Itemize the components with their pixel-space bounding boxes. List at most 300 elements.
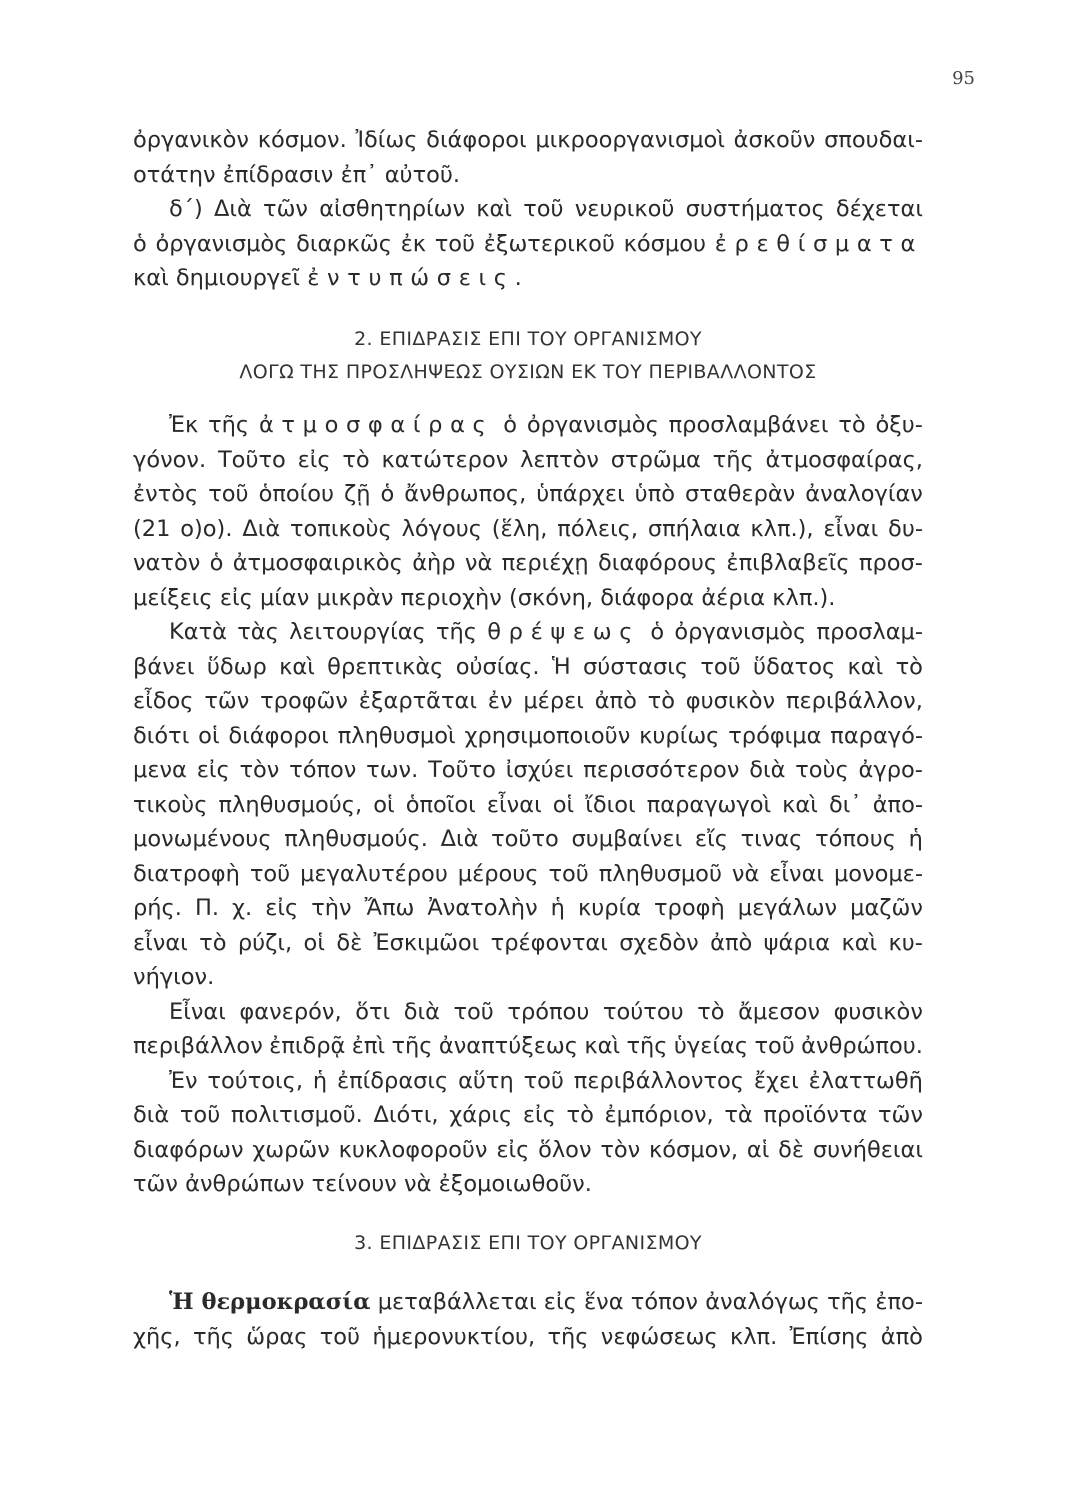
word: τικοὺς <box>133 791 208 818</box>
word: καὶ <box>584 1033 621 1059</box>
word: ἐκ <box>400 230 427 257</box>
word: τοὺς <box>795 757 849 783</box>
word: Διὰ <box>242 515 281 542</box>
word: καὶ <box>841 929 878 956</box>
text-line <box>133 1098 923 1133</box>
word: κυκλοφοροῦν <box>338 1136 488 1163</box>
word: χάρις <box>449 1102 513 1128</box>
word: συνήθειαι <box>812 1136 923 1163</box>
word: τοῦ <box>179 1102 221 1128</box>
word: ψάρια <box>763 929 831 956</box>
text-line <box>133 891 923 926</box>
word: νευρικοῦ <box>574 196 675 222</box>
word: ὀργανισμὸς <box>674 619 807 645</box>
word: κυ- <box>888 929 923 956</box>
word: αἱ <box>746 1136 770 1163</box>
word: εἰς <box>265 895 299 921</box>
heading-line: ΛΟΓΩ ΤΗΣ ΠΡΟΣΛΗΨΕΩΣ ΟΥΣΙΩΝ ΕΚ ΤΟΥ ΠΕΡΙΒΑΛΛΟΝΤΟΣ <box>239 361 817 383</box>
word: τὸ <box>838 412 866 438</box>
word: Π. <box>194 895 220 921</box>
text-line <box>133 719 923 754</box>
word: ἐπίδρασις <box>336 1067 449 1094</box>
word: πολιτισμοῦ. <box>230 1102 363 1128</box>
word: τῶν <box>263 196 309 222</box>
word: αὕτη <box>458 1067 514 1094</box>
word: καὶ <box>133 265 169 291</box>
word: τῆς <box>435 619 477 645</box>
word: ὁ <box>380 481 395 507</box>
word: δέχεται <box>835 196 923 222</box>
word: τῶν <box>878 1102 923 1128</box>
word: πόλεις, <box>557 515 639 542</box>
word: δι᾽ <box>828 791 862 818</box>
word: καὶ <box>782 791 818 818</box>
word: τοῦ <box>434 230 476 257</box>
word: μείξεις <box>133 584 213 611</box>
word: τινας <box>740 826 803 852</box>
text-line <box>133 581 923 616</box>
word: μενα <box>133 757 187 783</box>
word: περιοχὴν <box>400 584 502 611</box>
word: τρόφιμα <box>728 722 822 749</box>
word: ἴδιοι <box>585 791 636 818</box>
word: εἶναι <box>133 929 188 956</box>
word: τοῦ <box>319 1323 361 1350</box>
word: διάφορα <box>600 584 695 611</box>
text-line <box>133 1133 923 1168</box>
word: ὅτι <box>355 998 391 1025</box>
word: ὑπάρχει <box>536 481 625 507</box>
word: ἀέρια <box>701 584 766 611</box>
word: κυρίως <box>639 722 720 749</box>
word: τοῦτο <box>491 826 559 852</box>
word: ρύζι, <box>237 929 293 956</box>
text-line <box>133 408 923 443</box>
word: ζῇ <box>344 481 371 507</box>
word: οἱ <box>303 929 325 956</box>
word: εἰς <box>496 1136 530 1163</box>
word: ὁποίου <box>258 481 335 507</box>
word: εἰς <box>219 584 253 611</box>
word: ἀπο- <box>872 791 923 818</box>
word: μεγαλυτέρου <box>300 860 448 887</box>
word: διότι <box>133 722 190 749</box>
word: ἐντὸς <box>133 481 199 507</box>
word: περιβάλλοντος <box>573 1067 745 1094</box>
word: προσλαμβάνει <box>668 412 829 438</box>
word: τῆς <box>208 412 250 438</box>
word: σύστασις <box>583 653 689 680</box>
word: σπουδαι- <box>824 127 923 153</box>
section-heading-2 <box>133 323 923 389</box>
word: διὰ <box>749 757 786 783</box>
word: οτάτην <box>133 161 216 188</box>
word: ὅλον <box>538 1136 592 1163</box>
word: τῆς <box>547 1323 589 1350</box>
word: δ΄) <box>169 196 203 222</box>
word: ἀπὸ <box>710 929 753 956</box>
word: τρόπου <box>507 998 590 1025</box>
word: ἀναλογίαν <box>805 481 923 507</box>
word: μαζῶν <box>850 895 923 921</box>
word: τὸν <box>600 1136 641 1163</box>
word: των. <box>366 757 419 783</box>
word: ὁ <box>209 550 224 576</box>
word: (σκόνη, <box>508 584 594 611</box>
paragraph-block-1 <box>133 123 923 296</box>
word: Διὰ <box>440 826 479 852</box>
word: ἡ <box>312 1067 328 1094</box>
word: περιβάλλον <box>133 1033 263 1059</box>
section-heading-3 <box>133 1227 923 1260</box>
word: τόπον <box>630 1289 698 1315</box>
word: Ἐπίσης <box>789 1323 869 1350</box>
word: περιβάλλον, <box>785 688 923 714</box>
word: πληθυσμοὶ <box>337 722 456 749</box>
word: καὶ <box>279 653 315 680</box>
word: κυρία <box>577 895 641 921</box>
word: διαφόρων <box>133 1136 244 1163</box>
word: στρῶμα <box>610 446 701 473</box>
word: ἡ <box>908 826 923 852</box>
word: κόσμον, <box>649 1136 739 1163</box>
word: ἔχει <box>753 1067 799 1094</box>
word: ὥρας <box>246 1323 308 1350</box>
word: γόνον. <box>133 446 207 473</box>
word: συμβαίνει <box>571 826 683 852</box>
word: ἀτμοσφαίρας, <box>765 446 923 473</box>
word: ἀὴρ <box>412 550 456 576</box>
word: σταθερὰν <box>685 481 796 507</box>
word: τοῦ <box>208 481 249 507</box>
word: τὴν <box>311 895 352 921</box>
word: ἡ <box>550 895 565 921</box>
word: ἐμπόριον, <box>604 1102 714 1128</box>
word: θρεπτικὰς <box>327 653 444 680</box>
word: ἀνθρώπων <box>185 1171 305 1197</box>
paragraph-block-3 <box>133 1285 923 1354</box>
word: φυσικὸν <box>833 998 923 1025</box>
word: τόπους <box>815 826 896 852</box>
text-line <box>133 123 923 158</box>
word: μίαν <box>259 584 310 611</box>
word: ἐξαρτᾶται <box>358 688 477 714</box>
text-line <box>133 960 923 995</box>
word: μεταβάλλεται <box>377 1289 537 1315</box>
word: Διότι, <box>373 1102 439 1128</box>
word: ὀργανισμὸς <box>155 230 288 257</box>
word: μικροοργανισμοὶ <box>535 127 725 153</box>
word: αἰσθητηρίων <box>319 196 466 222</box>
word: τῶν <box>204 688 250 714</box>
word: ἐπ᾽ <box>340 161 378 188</box>
word: διαφόρους <box>597 550 718 576</box>
word: τείνουν <box>311 1171 397 1197</box>
word: ἕνα <box>584 1289 624 1315</box>
word: παραγό- <box>830 722 923 749</box>
word: ὀξυ- <box>875 412 923 438</box>
word: Ἡ θερμοκρασία <box>169 1289 371 1315</box>
word: κατώτερον <box>381 446 509 473</box>
word: χῆς, <box>133 1323 181 1350</box>
word: ἐντυπώσεις. <box>307 265 530 291</box>
word: Ἄπω <box>364 895 415 921</box>
word: οἱ <box>198 722 220 749</box>
text-line <box>133 1167 923 1202</box>
text-line <box>133 822 923 857</box>
word: εἰς <box>297 446 331 473</box>
word: ἀτμοσφαίρας <box>258 412 494 438</box>
word: περιέχῃ <box>501 550 589 576</box>
text-line <box>133 192 923 227</box>
word: ἐξομοιωθοῦν. <box>438 1171 592 1197</box>
text-line <box>133 546 923 581</box>
word: (21 <box>133 515 171 542</box>
word: ἀπὸ <box>880 1323 923 1350</box>
word: ὑγείας <box>673 1033 749 1059</box>
word: ἀναπτύξεως <box>438 1033 578 1059</box>
text-line <box>133 753 923 788</box>
word: οἱ <box>552 791 575 818</box>
word: ἀτμοσφαιρικὸς <box>232 550 403 576</box>
word: εἶδος <box>133 688 194 714</box>
word: τὸν <box>239 757 280 783</box>
word: τοῦ <box>523 1067 564 1094</box>
heading-line: 3. ΕΠΙΔΡΑΣΙΣ ΕΠΙ ΤΟΥ ΟΡΓΑΝΙΣΜΟΥ <box>354 1232 702 1254</box>
word: τὸ <box>199 929 227 956</box>
heading-line: 2. ΕΠΙΔΡΑΣΙΣ ΕΠΙ ΤΟΥ ΟΡΓΑΝΙΣΜΟΥ <box>354 328 702 350</box>
word: μεγάλων <box>737 895 838 921</box>
word: φανερόν, <box>239 998 342 1025</box>
text-line <box>133 158 923 193</box>
word: οἱ <box>373 791 395 818</box>
word: νατὸν <box>133 550 201 576</box>
word: ἡμερονυκτίου, <box>372 1323 536 1350</box>
word: ὁ <box>133 230 147 257</box>
word: τούτου <box>602 998 684 1025</box>
word: ἀπὸ <box>594 688 637 714</box>
word: ἐν <box>487 688 513 714</box>
word: ὀργανισμὸς <box>526 412 659 438</box>
text-line <box>133 443 923 478</box>
page-number: 95 <box>952 68 975 89</box>
word: τῶν <box>133 1171 178 1197</box>
word: τοῦ <box>754 1033 795 1059</box>
text-line <box>133 261 923 296</box>
paragraph-block-2 <box>133 408 923 1202</box>
word: νεφώσεως <box>600 1323 718 1350</box>
word: ἀνθρώπου. <box>801 1033 923 1059</box>
word: προσλαμ- <box>816 619 923 645</box>
text-line <box>133 1064 923 1099</box>
word: τοῦ <box>548 860 589 887</box>
word: τοῦ <box>249 860 291 887</box>
word: ἀναλόγως <box>705 1289 820 1315</box>
word: κόσμον. <box>257 127 347 153</box>
word: διαρκῶς <box>296 230 392 257</box>
word: ὁποῖοι <box>405 791 476 818</box>
word: ἄμεσον <box>738 998 820 1025</box>
word: τοπικοὺς <box>290 515 392 542</box>
word: αὐτοῦ. <box>384 161 461 188</box>
word: μέρους <box>457 860 539 887</box>
text-line <box>133 857 923 892</box>
word: καὶ <box>476 196 512 222</box>
word: φυσικὸν <box>685 688 776 714</box>
word: ἐπὶ <box>351 1033 386 1059</box>
word: ἐπιδρᾷ <box>269 1033 346 1059</box>
word: τὸ <box>697 998 725 1025</box>
word: τροφῶν <box>260 688 348 714</box>
text-line <box>133 926 923 961</box>
word: ὁ <box>650 619 665 645</box>
word: σπήλαια <box>647 515 741 542</box>
text-line <box>133 650 923 685</box>
word: Ἰδίως <box>355 127 418 153</box>
text-line <box>133 615 923 650</box>
word: τῆς <box>827 1289 869 1315</box>
word: τὰς <box>237 619 279 645</box>
word: τὸ <box>342 446 370 473</box>
word: παραγωγοὶ <box>646 791 772 818</box>
word: Ἐν <box>169 1067 198 1094</box>
word: τοῦ <box>700 653 741 680</box>
word: κόσμου <box>623 230 707 257</box>
word: καὶ <box>847 653 884 680</box>
word: θρέψεως <box>487 619 641 645</box>
text-line <box>133 477 923 512</box>
word: λεπτὸν <box>520 446 599 473</box>
word: μονωμένους <box>133 826 272 852</box>
word: τοῦ <box>453 998 494 1025</box>
word: νὰ <box>404 1171 432 1197</box>
word: διὰ <box>133 1102 170 1128</box>
word: ἀγρο- <box>858 757 923 783</box>
word: τῆς <box>712 446 754 473</box>
word: χ. <box>232 895 253 921</box>
text-line <box>133 1285 923 1320</box>
word: ρής. <box>133 895 182 921</box>
word: τοῦ <box>523 196 564 222</box>
word: εἴς <box>694 826 728 852</box>
word: εἰς <box>522 1102 556 1128</box>
word: τόπον <box>289 757 357 783</box>
word: Τοῦτο <box>428 757 496 783</box>
word: διάφοροι <box>228 722 329 749</box>
word: ἐπιβλαβεῖς <box>726 550 850 576</box>
word: εἶναι <box>486 791 542 818</box>
word: διὰ <box>403 998 440 1025</box>
word: πληθυσμοῦ <box>598 860 722 887</box>
text-line <box>133 227 923 262</box>
word: χωρῶν <box>252 1136 330 1163</box>
word: ὕδατος <box>753 653 836 680</box>
word: χρησιμοποιοῦν <box>464 722 631 749</box>
word: τὰ <box>724 1102 753 1128</box>
word: κλπ. <box>729 1323 778 1350</box>
word: τρέφονται <box>490 929 608 956</box>
word: τῆς <box>391 1033 433 1059</box>
word: τροφὴ <box>654 895 725 921</box>
word: εἶναι <box>769 860 825 887</box>
word: μικρὰν <box>316 584 394 611</box>
word: μονομε- <box>833 860 923 887</box>
word: προϊόντα <box>763 1102 868 1128</box>
word: Ἀνατολὴν <box>427 895 538 921</box>
word: ὕδωρ <box>206 653 267 680</box>
text-line <box>133 512 923 547</box>
word: Ἐκ <box>169 412 199 438</box>
text-line <box>133 1029 923 1064</box>
word: κλπ.), <box>750 515 814 542</box>
word: μέρει <box>523 688 584 714</box>
word: τὸ <box>647 688 675 714</box>
word: δημιουργεῖ <box>175 265 301 291</box>
word: πληθυσμούς. <box>284 826 428 852</box>
word: ἀσκοῦν <box>733 127 816 153</box>
word: νὰ <box>464 550 493 576</box>
word: προσ- <box>858 550 923 576</box>
word: ἐξωτερικοῦ <box>483 230 615 257</box>
word: τῆς <box>192 1323 234 1350</box>
word: δὲ <box>778 1136 805 1163</box>
word: ἐπο- <box>875 1289 923 1315</box>
word: βάνει <box>133 653 195 680</box>
word: Ἡ <box>551 653 571 680</box>
word: τῆς <box>626 1033 668 1059</box>
word: τὸ <box>895 653 923 680</box>
word: δυ- <box>888 515 923 542</box>
word: πληθυσμούς, <box>218 791 363 818</box>
word: Εἶναι <box>169 998 226 1025</box>
word: Ἐσκιμῶοι <box>373 929 480 956</box>
word: Τοῦτο <box>217 446 286 473</box>
word: εἰς <box>196 757 230 783</box>
word: διάφοροι <box>426 127 527 153</box>
word: Διὰ <box>214 196 252 222</box>
word: τὸ <box>566 1102 594 1128</box>
word: ο)ο). <box>180 515 233 542</box>
word: λειτουργίας <box>289 619 426 645</box>
word: λόγους <box>401 515 482 542</box>
word: ἐπίδρασιν <box>222 161 334 188</box>
word: ἰσχύει <box>505 757 574 783</box>
word: διατροφὴ <box>133 860 240 887</box>
word: οὐσίας. <box>455 653 540 680</box>
word: νὰ <box>731 860 760 887</box>
word: ἐρεθίσματα <box>714 230 923 257</box>
text-line <box>133 995 923 1030</box>
word: περισσότερον <box>583 757 740 783</box>
word: ὀργανικὸν <box>133 127 249 153</box>
word: σχεδὸν <box>619 929 699 956</box>
word: τούτοις, <box>207 1067 304 1094</box>
word: συστήματος <box>685 196 825 222</box>
text-line <box>133 684 923 719</box>
word: ὑπὸ <box>634 481 676 507</box>
word: ἐλαττωθῆ <box>808 1067 923 1094</box>
word: ἄνθρωπος, <box>404 481 527 507</box>
word: νήγιον. <box>133 964 215 990</box>
word: (ἕλη, <box>491 515 548 542</box>
text-line <box>133 788 923 823</box>
word: κλπ.). <box>772 584 836 611</box>
word: δὲ <box>336 929 363 956</box>
word: Κατὰ <box>169 619 227 645</box>
text-line <box>133 1320 923 1355</box>
word: εἶναι <box>823 515 879 542</box>
word: ὁ <box>503 412 518 438</box>
